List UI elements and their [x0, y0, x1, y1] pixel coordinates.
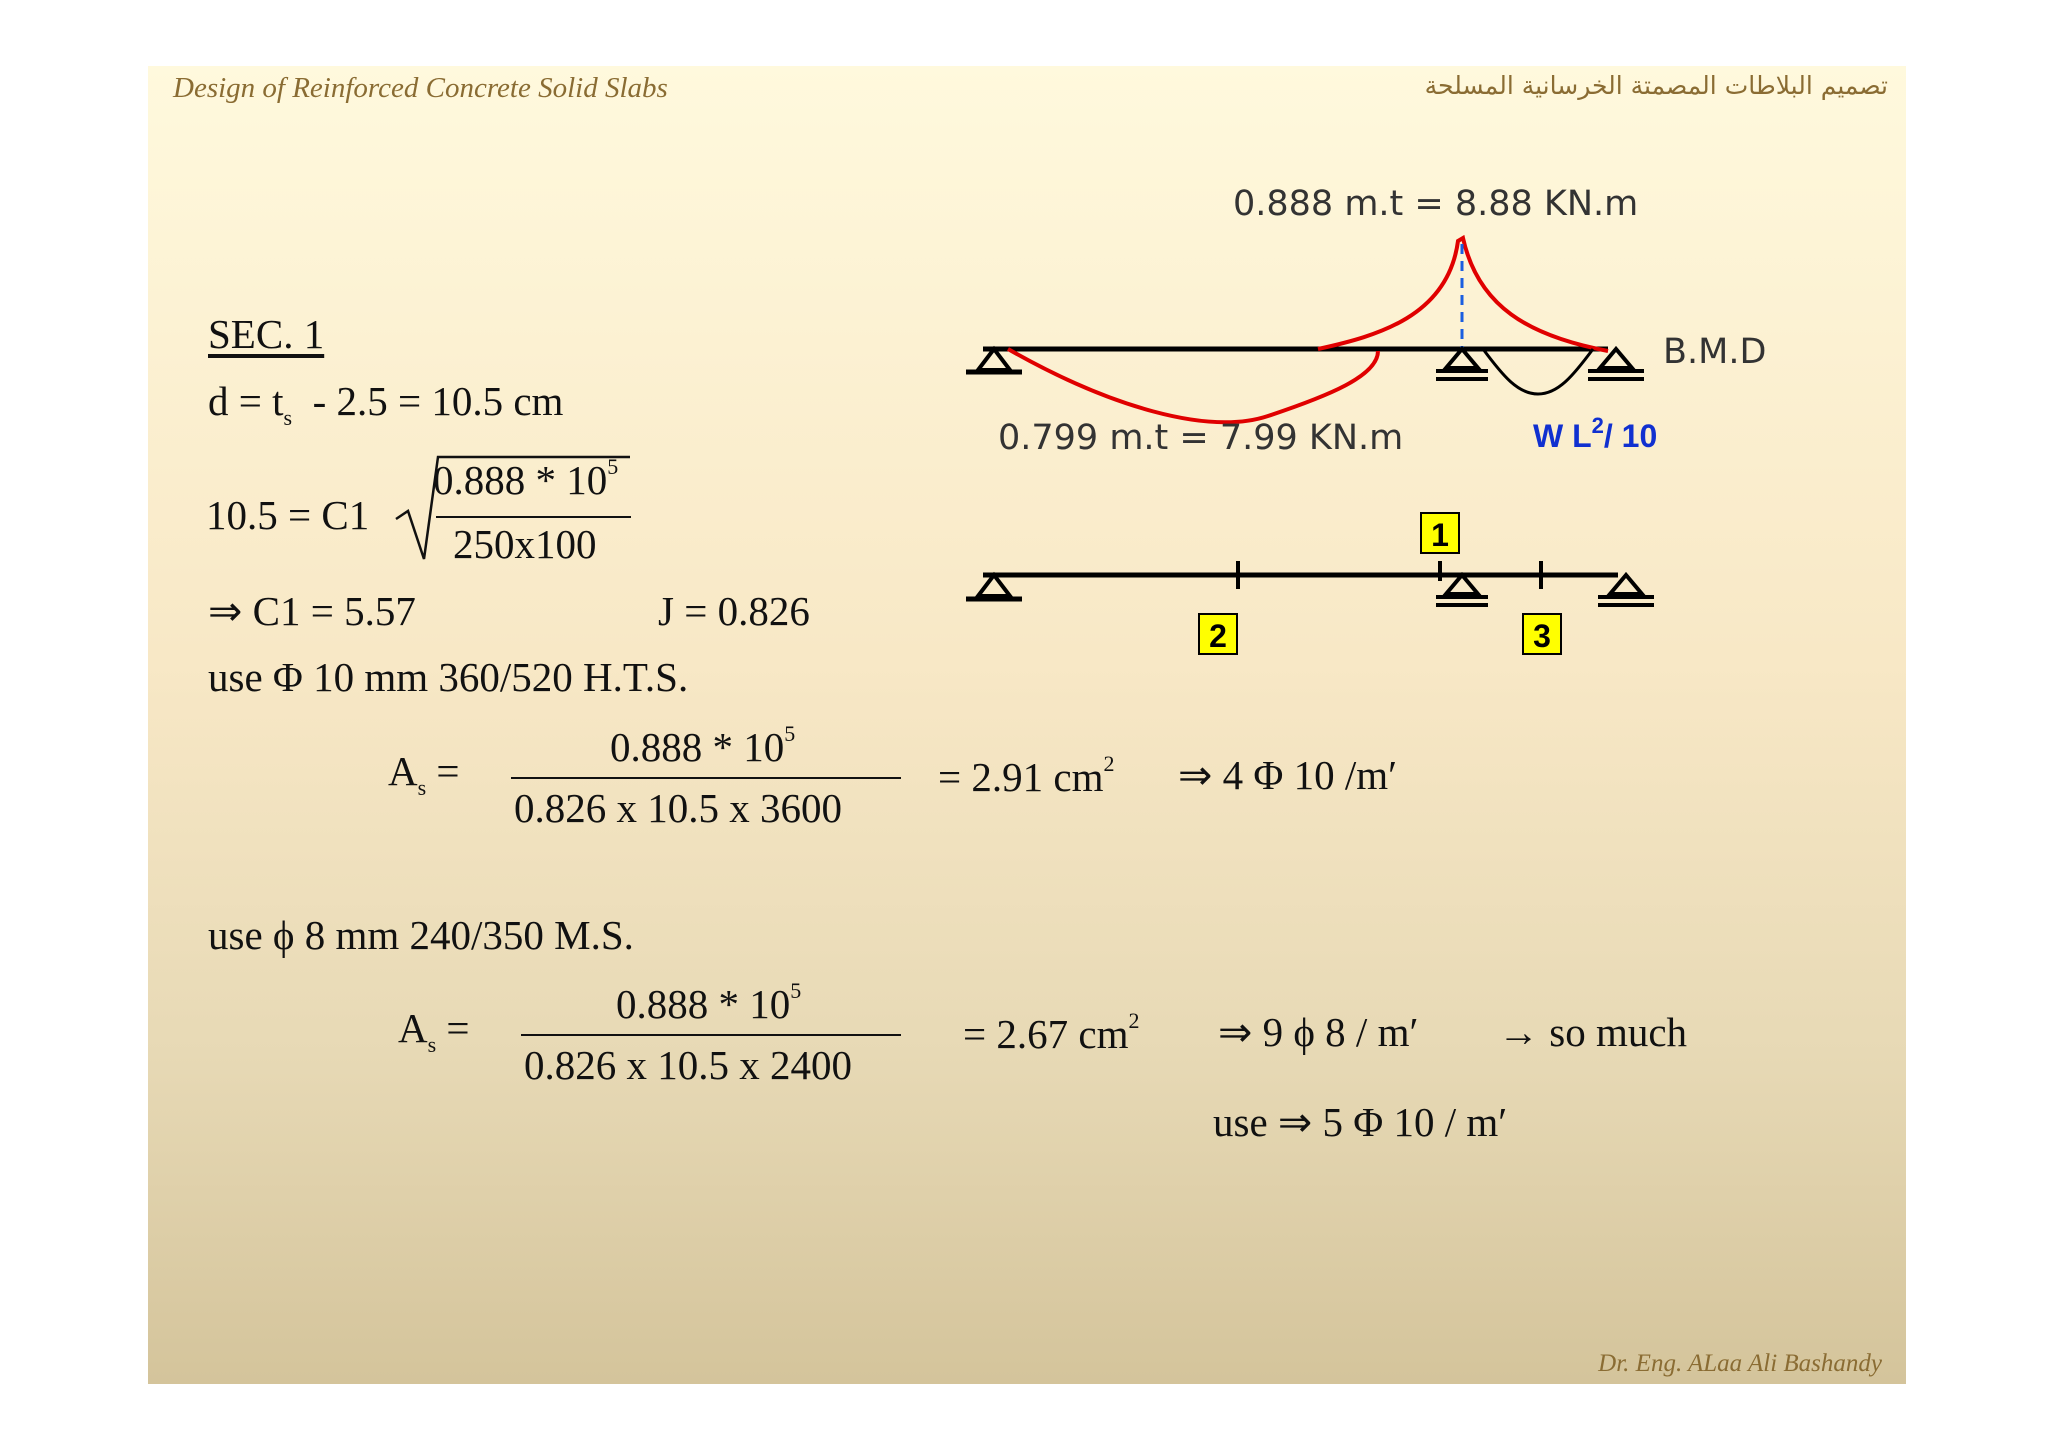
c1-numerator: $0.888 * 10^5$ [433, 454, 619, 503]
as1-numerator: $0.888 * 10^5$ [610, 721, 796, 770]
section-label-3: 3 [1522, 613, 1562, 655]
as1-lhs: $A_s$ = [388, 748, 460, 800]
negative-moment-label: 0.888 m.t = 8.88 KN.m [1233, 184, 1639, 224]
header-title-ar: تصميم البلاطات المصمتة الخرسانية المسلحة [1424, 71, 1888, 100]
c1-equation-lhs: 10.5 = C1 [206, 492, 370, 538]
footer-author: Dr. Eng. ALaa Ali Bashandy [1598, 1350, 1882, 1377]
positive-moment-label: 0.799 m.t = 7.99 KN.m [998, 418, 1404, 458]
wl-coefficient-label: W $L^2/$ 10 [1533, 413, 1658, 454]
section-heading: SEC. 1 [208, 311, 325, 357]
section-support-right [1598, 575, 1654, 605]
bmd-positive-span1 [1008, 349, 1378, 422]
j-result: J = 0.826 [658, 588, 810, 634]
depth-equation: $d = t_s - 2.5 = 10.5$ cm [208, 378, 564, 430]
use-final: use ⇒ 5 Φ 10 / m′ [1213, 1099, 1508, 1145]
as2-result: = 2.67 $cm^2$ [963, 1008, 1140, 1057]
bmd-positive-span2 [1483, 349, 1593, 394]
section-support-middle [1436, 575, 1488, 605]
as2-numerator: $0.888 * 10^5$ [616, 978, 802, 1027]
header-title-en: Design of Reinforced Concrete Solid Slabs [173, 72, 668, 104]
as2-lhs: $A_s$ = [398, 1005, 470, 1057]
steel-ms-line: use ϕ 8 mm 240/350 M.S. [208, 912, 634, 958]
as1-result: = 2.91 $cm^2$ [938, 751, 1115, 800]
section-label-2: 2 [1198, 613, 1238, 655]
as1-bars: ⇒ 4 Φ 10 /m′ [1178, 752, 1398, 798]
bmd-support-middle [1436, 349, 1488, 379]
beam-diagram [148, 66, 1906, 1384]
as2-denominator: 0.826 x 10.5 x 2400 [524, 1042, 852, 1088]
bmd-support-right [1588, 349, 1644, 379]
c1-denominator: 250x100 [453, 521, 597, 567]
c1-result: ⇒ C1 = 5.57 [208, 588, 416, 634]
bmd-label: B.M.D [1663, 332, 1767, 372]
section-label-1: 1 [1420, 512, 1460, 554]
as2-bars: ⇒ 9 ϕ 8 / m′ [1218, 1009, 1419, 1055]
slide [148, 66, 1906, 1384]
as2-note: → so much [1498, 1009, 1688, 1055]
steel-hts-line: use Φ 10 mm 360/520 H.T.S. [208, 654, 689, 700]
as1-denominator: 0.826 x 10.5 x 3600 [514, 785, 842, 831]
section-support-left [966, 575, 1022, 599]
